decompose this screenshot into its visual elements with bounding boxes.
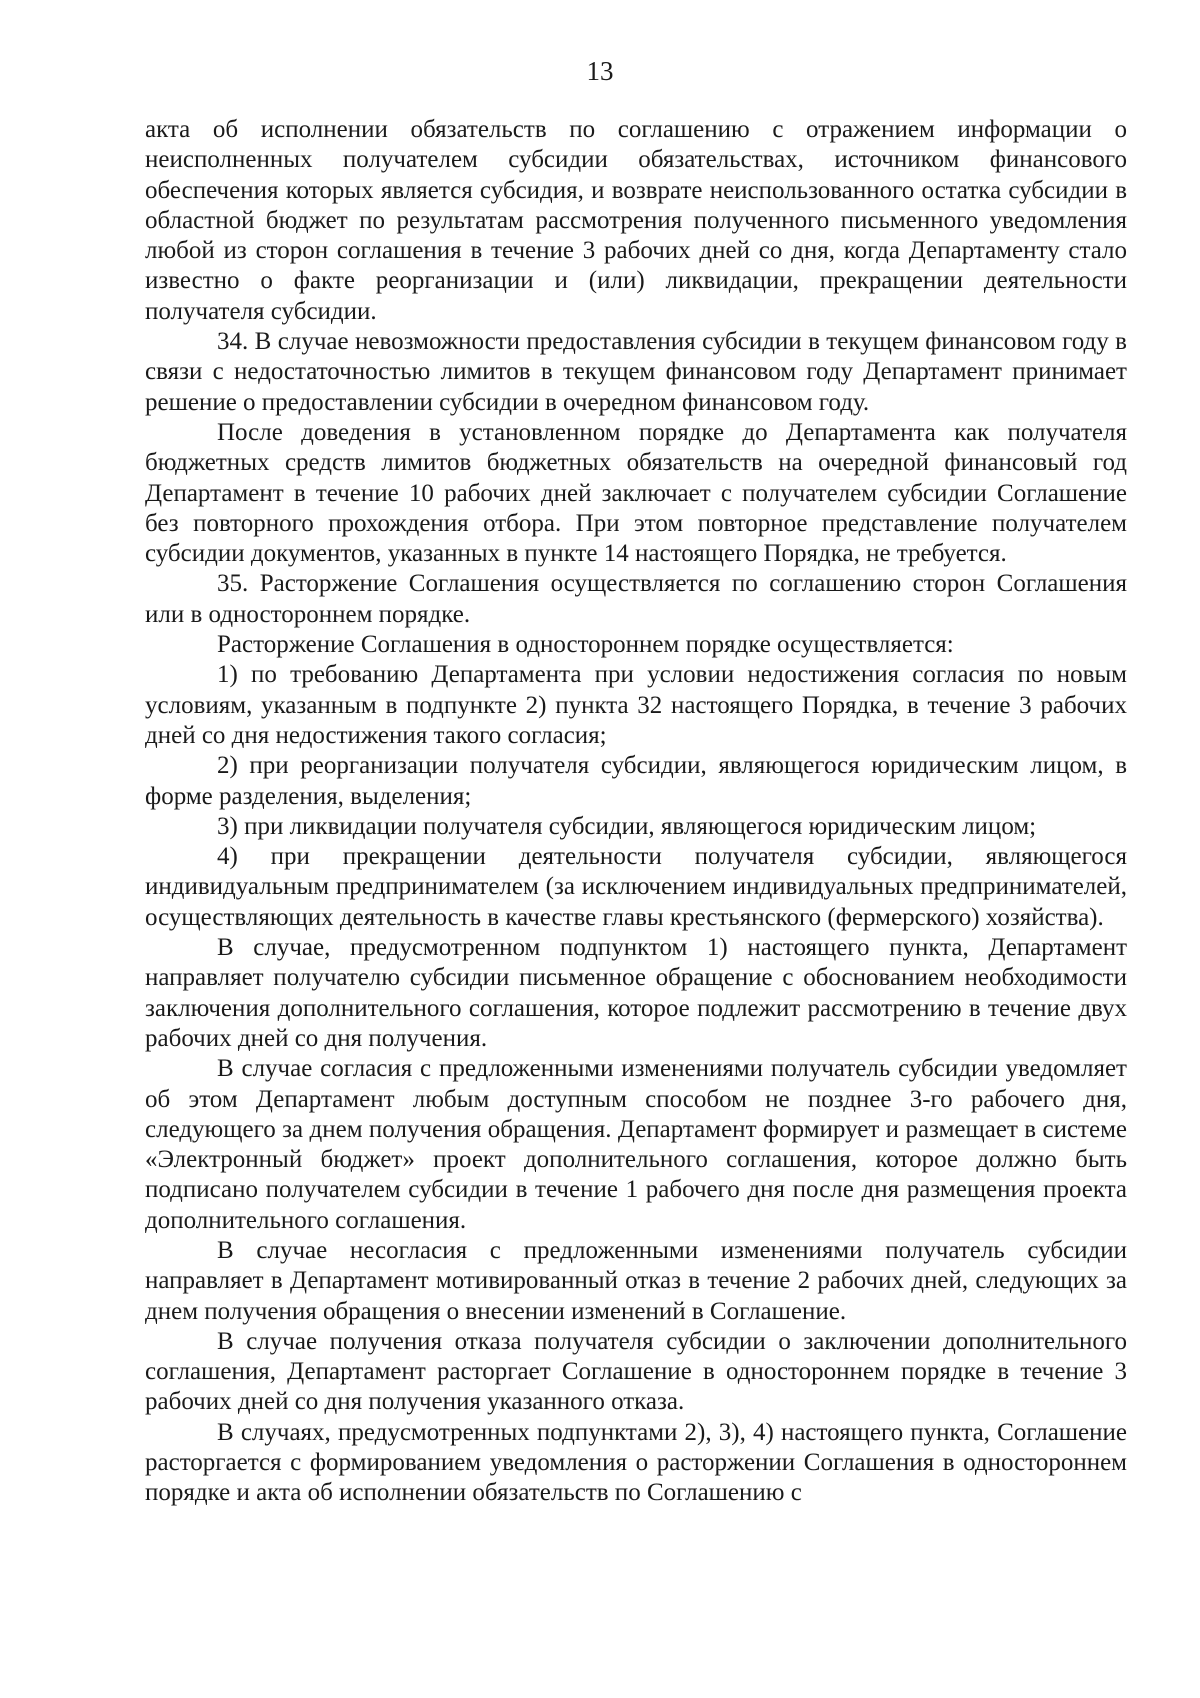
page-number: 13 (586, 56, 614, 86)
paragraph: В случае, предусмотренном подпунктом 1) настоящего пункта, Департамент направляет получателю субсидии письменное обращение с обоснованием необходимости заключения дополнительного соглашения, которое подлежит рассмотрению в течение двух рабочих дней со дня получения. (145, 934, 1127, 1052)
document-body (145, 115, 1127, 1509)
paragraph-item-34: 34. В случае невозможности предоставления субсидии в текущем финансовом году в связи с недостаточностью лимитов в текущем финансовом году Департамент принимает решение о предоставлении субсидии в очередном финансовом году. (145, 328, 1127, 416)
paragraph: В случае получения отказа получателя субсидии о заключении дополнительного соглашения, Департамент расторгает Соглашение в одностороннем порядке в течение 3 рабочих дней со дня получения указанного отказа. (145, 1327, 1127, 1416)
paragraph: В случае несогласия с предложенными изменениями получатель субсидии направляет в Департамент мотивированный отказ в течение 2 рабочих дней, следующих за днем получения обращения о внесении изменений в Соглашение. (145, 1236, 1127, 1325)
list-item-3: 3) при ликвидации получателя субсидии, являющегося юридическим лицом; (217, 812, 1037, 840)
paragraph-last: В случаях, предусмотренных подпунктами 2), 3), 4) настоящего пункта, Соглашение расторгается с формированием уведомления о расторжении Соглашения в одностороннем порядке и акта об исполнении обязательств по Соглашению с (145, 1418, 1127, 1507)
list-item-1: 1) по требованию Департамента при условии недостижения согласия по новым условиям, указанным в подпункте 2) пункта 32 настоящего Порядка, в течение 3 рабочих дней со дня недостижения такого согласия; (145, 661, 1127, 749)
list-item-2: 2) при реорганизации получателя субсидии, являющегося юридическим лицом, в форме разделения, выделения; (145, 752, 1127, 810)
paragraph: После доведения в установленном порядке до Департамента как получателя бюджетных средств лимитов бюджетных обязательств на очередной финансовый год Департамент в течение 10 рабочих дней заключает с получателем субсидии Соглашение без повторного прохождения отбора. При этом повторное представление получателем субсидии документов, указанных в пункте 14 настоящего Порядка, не требуется. (145, 418, 1127, 568)
paragraph: В случае согласия с предложенными изменениями получатель субсидии уведомляет об этом Департамент любым доступным способом не позднее 3-го рабочего дня, следующего за днем получения обращения. Департамент формирует и размещает в системе «Электронный бюджет» проект дополнительного соглашения, которое должно быть подписано получателем субсидии в течение 1 рабочего дня после дня размещения проекта дополнительного соглашения. (145, 1055, 1127, 1234)
list-item-4: 4) при прекращении деятельности получателя субсидии, являющегося индивидуальным предпринимателем (за исключением индивидуальных предпринимателей, осуществляющих деятельность в качестве главы крестьянского (фермерского) хозяйства). (145, 843, 1127, 931)
paragraph-item-35: 35. Расторжение Соглашения осуществляется по соглашению сторон Соглашения или в одностороннем порядке. (145, 570, 1127, 628)
paragraph-continuation: акта об исполнении обязательств по соглашению с отражением информации о неисполненных получателем субсидии обязательствах, источником финансового обеспечения которых является субсидия, и возврате неиспользованного остатка субсидии в областной бюджет по результатам рассмотрения полученного письменного уведомления любой из сторон соглашения в течение 3 рабочих дней со дня, когда Департаменту стало известно о факте реорганизации и (или) ликвидации, прекращении деятельности получателя субсидии. (145, 116, 1127, 325)
paragraph: Расторжение Соглашения в одностороннем порядке осуществляется: (217, 631, 954, 659)
